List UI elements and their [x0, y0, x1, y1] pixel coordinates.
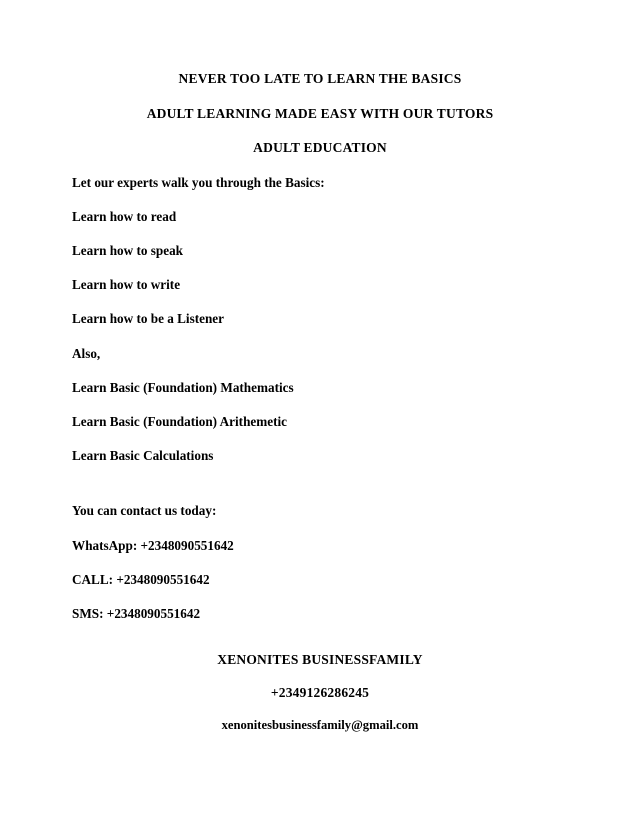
document-title-line-2: ADULT LEARNING MADE EASY WITH OUR TUTORS — [146, 105, 494, 121]
contact-line: You can contact us today: — [72, 503, 217, 519]
body-line: Learn Basic (Foundation) Arithemetic — [72, 413, 288, 429]
contact-line-sms: SMS: +2348090551642 — [72, 605, 201, 621]
body-line: Also, — [72, 345, 101, 361]
body-line: Learn Basic (Foundation) Mathematics — [72, 379, 294, 395]
contact-line-call: CALL: +2348090551642 — [72, 571, 210, 587]
body-block — [72, 176, 568, 463]
footer-block — [72, 653, 568, 733]
paragraph-spacer — [72, 483, 568, 504]
body-line: Learn how to speak — [72, 242, 184, 258]
body-line: Learn how to be a Listener — [72, 311, 225, 327]
body-line: Learn Basic Calculations — [72, 448, 214, 464]
contact-block — [72, 504, 568, 620]
footer-phone: +2349126286245 — [270, 684, 370, 700]
footer-company-name: XENONITES BUSINESSFAMILY — [217, 652, 423, 668]
heading-block — [72, 72, 568, 155]
footer-email: xenonitesbusinessfamily@gmail.com — [221, 718, 419, 733]
document-title-line-3: ADULT EDUCATION — [253, 140, 387, 155]
body-line: Learn how to write — [72, 277, 181, 293]
body-line: Learn how to read — [72, 208, 177, 224]
body-line: Let our experts walk you through the Basics: — [72, 174, 325, 190]
contact-line-whatsapp: WhatsApp: +2348090551642 — [72, 537, 234, 553]
document-title-line-1: NEVER TOO LATE TO LEARN THE BASICS — [178, 71, 462, 86]
